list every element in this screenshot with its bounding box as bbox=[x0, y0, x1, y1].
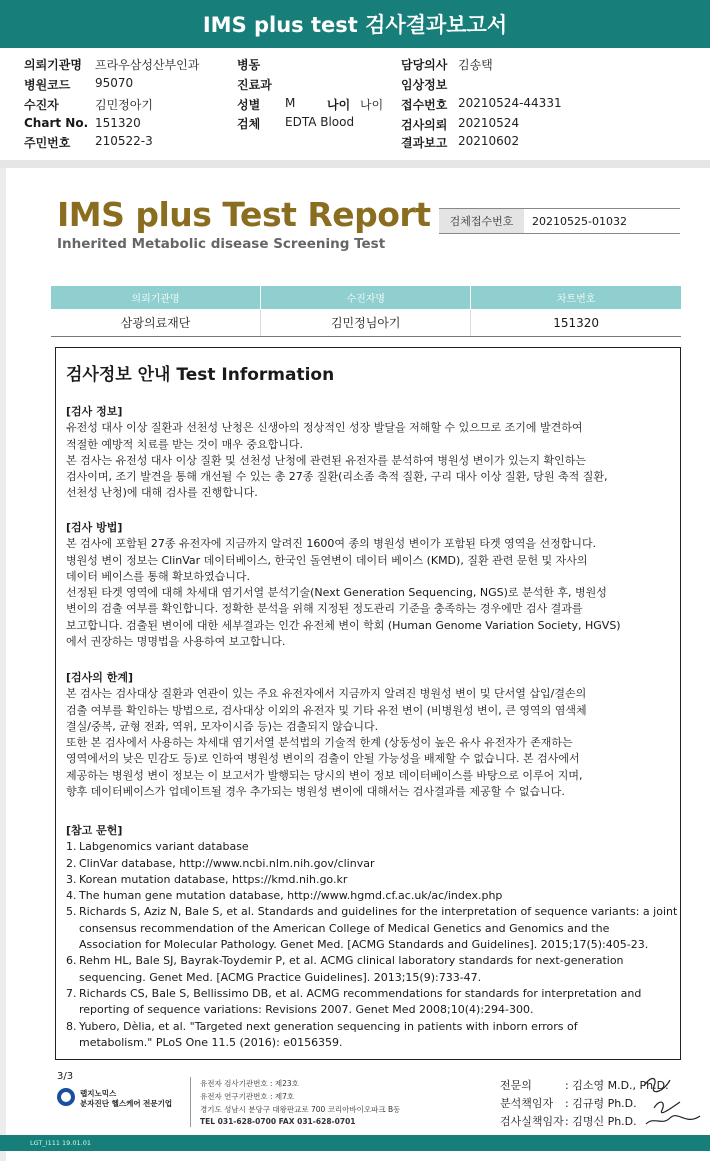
footer-line: 유전자 연구기관번호 : 제7호 bbox=[200, 1092, 295, 1101]
table-cell: 김민정님아기 bbox=[261, 309, 471, 337]
report-header-title: IMS plus test 검사결과보고서 bbox=[202, 13, 508, 37]
meta-label: 병동 bbox=[237, 58, 261, 72]
meta-value: 프라우삼성산부인과 bbox=[95, 58, 200, 72]
section-line: 선천성 난청)에 대해 검사를 진행합니다. bbox=[66, 486, 258, 500]
section-line: 유전성 대사 이상 질환과 선천성 난청은 신생아의 정상적인 성장 발달을 저해할 수 있으므로 조기에 발견하여 bbox=[66, 421, 583, 435]
meta-label: 임상정보 bbox=[401, 78, 448, 92]
section-line: 제공하는 병원성 변이 정보는 이 보고서가 발행되는 당시의 변이 정보 데이터베이스를 바탕으로 이루어 지며, bbox=[66, 768, 583, 782]
reference-number: 3. bbox=[66, 872, 77, 886]
test-information-box bbox=[55, 347, 681, 1060]
reference-text: Association for Molecular Pathology. Genet Med. [ACMG Standards and Guidelines]. 2015;17(5):405-23. bbox=[79, 938, 649, 952]
signer-name: : 김규령 Ph.D. bbox=[565, 1097, 637, 1110]
section-line: 영역에서의 낮은 민감도 등)로 인하여 병원성 변이의 검출이 안될 가능성을 배제할 수 없습니다. 본 검사에서 bbox=[66, 752, 580, 766]
reference-text: ClinVar database, http://www.ncbi.nlm.nih.gov/clinvar bbox=[79, 856, 375, 870]
patient-meta-panel bbox=[0, 48, 710, 166]
labgenomics-logo-icon bbox=[57, 1088, 75, 1106]
reference-number: 5. bbox=[66, 905, 77, 919]
table-header: 차트번호 bbox=[471, 286, 681, 309]
section-heading: [검사 방법] bbox=[66, 521, 123, 534]
info-section bbox=[66, 404, 676, 502]
meta-value: M bbox=[285, 96, 296, 110]
org-tagline: 분자진단 헬스케어 전문기업 bbox=[80, 1099, 173, 1108]
reference-number: 8. bbox=[66, 1019, 77, 1033]
references-heading: [참고 문헌] bbox=[66, 824, 123, 837]
reference-item bbox=[66, 1019, 676, 1035]
footer-contact: TEL 031-628-0700 FAX 031-628-0701 bbox=[200, 1117, 356, 1126]
meta-value: 95070 bbox=[95, 76, 134, 90]
section-line: 검출 여부를 확인하는 방법으로, 검사대상 이외의 유전자 및 기타 유전 변이 (비병원성 변이, 큰 영역의 염색체 bbox=[66, 703, 587, 717]
reference-number: 6. bbox=[66, 954, 77, 968]
meta-label: Chart No. bbox=[24, 116, 89, 130]
section-line: 본 검사는 유전성 대사 이상 질환 및 선천성 난청에 관련된 유전자를 분석하여 병원성 변이가 있는지 확인하는 bbox=[66, 453, 586, 467]
reference-item bbox=[66, 872, 676, 888]
signer-role: 분석책임자 bbox=[500, 1097, 554, 1110]
reference-item bbox=[66, 986, 676, 1002]
section-line: 본 검사에 포함된 27종 유전자에 지금까지 알려진 1600여 종의 병원성 변이가 포함된 타겟 영역을 선정합니다. bbox=[66, 537, 597, 551]
report-header-bar bbox=[0, 0, 710, 48]
reference-text: metabolism." PLoS One 11.5 (2016): e0156359. bbox=[79, 1035, 343, 1049]
section-line: 향후 데이터베이스가 업데이트될 경우 추가되는 병원성 변이에 대해서는 검사결과를 제공할 수 없습니다. bbox=[66, 785, 565, 799]
meta-value: 나이 bbox=[360, 98, 384, 112]
section-line: 검사이며, 조기 발견을 통해 개선될 수 있는 총 27종 질환(리소좀 축적 질환, 구리 대사 이상 질환, 당원 축적 질환, bbox=[66, 470, 608, 484]
signer-name: : 김소영 M.D., Ph.D. bbox=[565, 1079, 669, 1092]
meta-label: 나이 bbox=[327, 98, 351, 112]
report-title: IMS plus Test Report bbox=[57, 195, 431, 234]
reference-number: 2. bbox=[66, 856, 77, 870]
section-line: 에서 권장하는 명명법을 사용하여 보고합니다. bbox=[66, 635, 286, 649]
table-row bbox=[51, 309, 681, 337]
meta-label: 병원코드 bbox=[24, 78, 71, 92]
meta-label: 담당의사 bbox=[401, 58, 448, 72]
reference-number: 1. bbox=[66, 840, 77, 854]
section-line: 적절한 예방적 치료를 받는 것이 매우 중요합니다. bbox=[66, 437, 303, 451]
reference-item bbox=[66, 953, 676, 969]
meta-value: 김송택 bbox=[458, 58, 493, 72]
meta-label: 주민번호 bbox=[24, 136, 71, 150]
footer-line: 경기도 성남시 분당구 대왕판교로 700 코리아바이오파크 B동 bbox=[200, 1105, 401, 1114]
section-heading: [검사의 한계] bbox=[66, 671, 134, 684]
meta-label: 의뢰기관명 bbox=[24, 58, 82, 72]
reference-text: consensus recommendation of the American College of Medical Genetics and Genomics and the bbox=[79, 921, 610, 935]
reference-text: Korean mutation database, https://kmd.nih.go.kr bbox=[79, 872, 348, 886]
reference-item bbox=[66, 904, 676, 920]
meta-label: 접수번호 bbox=[401, 98, 448, 112]
reference-text: Richards CS, Bale S, Bellissimo DB, et al. ACMG recommendations for standards for interpretation and bbox=[79, 986, 642, 1000]
reference-text: Labgenomics variant database bbox=[79, 840, 249, 854]
reference-item bbox=[66, 839, 676, 855]
footer-bar bbox=[0, 1135, 710, 1151]
page-number: 3/3 bbox=[57, 1071, 74, 1082]
reference-number: 4. bbox=[66, 889, 77, 903]
signatures-icon bbox=[640, 1072, 704, 1130]
info-section bbox=[66, 670, 676, 800]
reference-text: Yubero, Dèlia, et al. "Targeted next generation sequencing in patients with inborn errors of bbox=[79, 1019, 578, 1033]
meta-value: 210522-3 bbox=[95, 134, 153, 148]
document-code: LGT_I111 19.01.01 bbox=[30, 1139, 91, 1147]
specimen-number-value: 20210525-01032 bbox=[532, 214, 627, 228]
section-divider bbox=[0, 160, 710, 168]
patient-table bbox=[51, 286, 681, 337]
signer-name: : 김명신 Ph.D. bbox=[565, 1115, 637, 1128]
table-cell: 삼광의료재단 bbox=[51, 309, 261, 337]
section-line: 또한 본 검사에서 사용하는 차세대 염기서열 분석법의 기술적 한계 (상동성이 높은 유사 유전자가 존재하는 bbox=[66, 736, 573, 750]
section-line: 데이터 베이스를 통해 확보하였습니다. bbox=[66, 569, 251, 583]
meta-label: 검사의뢰 bbox=[401, 118, 448, 132]
table-header: 수진자명 bbox=[261, 286, 471, 309]
meta-value: 151320 bbox=[95, 116, 141, 130]
meta-label: 검체 bbox=[237, 117, 261, 131]
reference-text: The human gene mutation database, http://www.hgmd.cf.ac.uk/ac/index.php bbox=[79, 889, 503, 903]
meta-value: EDTA Blood bbox=[285, 115, 355, 129]
reference-text: Richards S, Aziz N, Bale S, et al. Standards and guidelines for the interpretation of sequence variants: a joint bbox=[79, 905, 678, 919]
reference-item bbox=[66, 856, 676, 872]
table-cell: 151320 bbox=[471, 309, 681, 337]
section-line: 결실/중복, 균형 전좌, 역위, 모자이시즘 등)는 검출되지 않습니다. bbox=[66, 719, 379, 733]
section-line: 병원성 변이 정보는 ClinVar 데이터베이스, 한국인 돌연변이 데이터 베이스 (KMD), 질환 관련 문헌 및 자사의 bbox=[66, 553, 588, 567]
signer-role: 전문의 bbox=[500, 1079, 532, 1092]
meta-label: 성별 bbox=[237, 98, 261, 112]
report-subtitle: Inherited Metabolic disease Screening Test bbox=[57, 236, 386, 252]
footer-divider bbox=[190, 1077, 191, 1127]
reference-text: sequencing. Genet Med. [ACMG Practice Guidelines]. 2013;15(9):733-47. bbox=[79, 970, 482, 984]
section-heading: [검사 정보] bbox=[66, 405, 123, 418]
meta-label: 결과보고 bbox=[401, 136, 448, 150]
reference-number: 7. bbox=[66, 986, 77, 1000]
meta-label: 진료과 bbox=[237, 78, 272, 92]
specimen-number-box bbox=[439, 208, 680, 234]
footer-line: 유전자 검사기관번호 : 제23호 bbox=[200, 1079, 299, 1088]
section-line: 보고합니다. 검출된 변이에 대한 세부결과는 인간 유전체 변이 학회 (Human Genome Variation Society, HGVS) bbox=[66, 618, 621, 632]
section-line: 본 검사는 검사대상 질환과 연관이 있는 주요 유전자에서 지금까지 알려진 병원성 변이 및 단서열 삽입/결손의 bbox=[66, 687, 587, 701]
meta-value: 20210524-44331 bbox=[458, 96, 562, 110]
reference-text: reporting of sequence variations: Revisions 2007. Genet Med 2008;10(4):294-300. bbox=[79, 1003, 534, 1017]
info-title: 검사정보 안내 Test Information bbox=[66, 365, 335, 385]
section-line: 선정된 타겟 영역에 대해 차세대 염기서열 분석기술(Next Generation Sequencing, NGS)로 분석한 후, 병원성 bbox=[66, 586, 607, 600]
meta-value: 김민정아기 bbox=[95, 98, 153, 112]
reference-item bbox=[66, 888, 676, 904]
meta-value: 20210602 bbox=[458, 134, 520, 148]
section-line: 변이의 검출 여부를 확인합니다. 정확한 분석을 위해 지정된 정도관리 기준을 충족하는 경우에만 검사 결과를 bbox=[66, 602, 583, 616]
references bbox=[66, 823, 676, 1051]
meta-value: 20210524 bbox=[458, 116, 520, 130]
org-name: 랩지노믹스 bbox=[80, 1089, 117, 1098]
info-section bbox=[66, 520, 676, 650]
reference-text: Rehm HL, Bale SJ, Bayrak-Toydemir P, et al. ACMG clinical laboratory standards for next-generation bbox=[79, 954, 624, 968]
table-header: 의뢰기관명 bbox=[51, 286, 261, 309]
specimen-number-label: 검체접수번호 bbox=[439, 209, 524, 233]
signer-role: 검사실책임자 bbox=[500, 1115, 564, 1128]
meta-label: 수진자 bbox=[24, 98, 59, 112]
